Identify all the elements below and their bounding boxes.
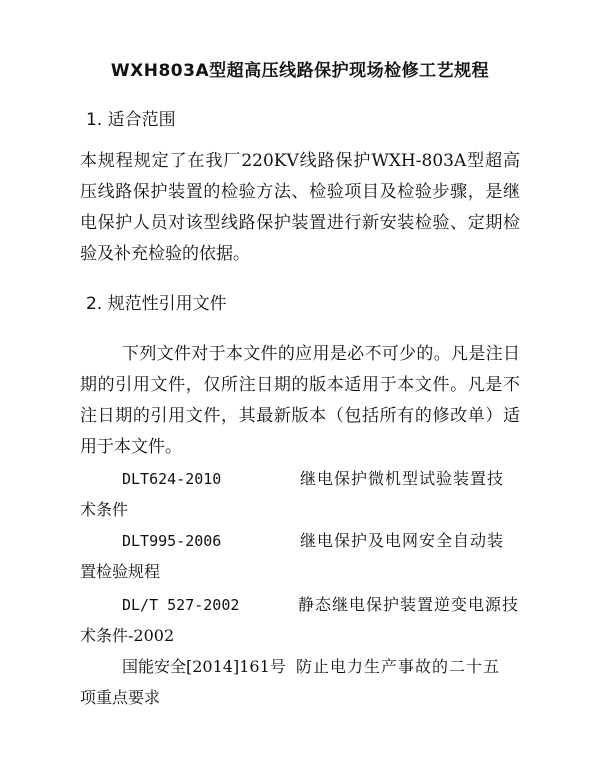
reference-name: 继电保护微机型试验装置技: [300, 469, 505, 488]
reference-name-continued: 置检验规程: [80, 562, 161, 581]
reference-name-continued: 术条件: [80, 500, 129, 519]
reference-name: 防止电力生产事故的二十五: [296, 657, 501, 676]
reference-code: DLT995-2006: [122, 532, 222, 550]
reference-name-continued: 术条件-2002: [80, 626, 175, 645]
reference-name-continued: 项重点要求: [80, 688, 161, 707]
reference-code: DL/T 527-2002: [122, 596, 240, 614]
reference-code: 国能安全[2014]161号: [122, 657, 286, 676]
section-paragraph-scope: 本规程规定了在我厂220KV线路保护WXH-803A型超高压线路保护装置的检验方法、检验项目及检验步骤，是继电保护人员对该型线路保护装置进行新安装检验、定期检验及补充检验的依据。: [80, 151, 520, 264]
reference-code: DLT624-2010: [122, 470, 222, 488]
reference-name: 继电保护及电网安全自动装: [300, 531, 505, 550]
reference-name: 静态继电保护装置逆变电源技: [298, 595, 520, 614]
section-heading-scope: 1. 适合范围: [86, 110, 176, 130]
section-paragraph-references: 下列文件对于本文件的应用是必不可少的。凡是注日期的引用文件，仅所注日期的版本适用于本文件。凡是不注日期的引用文件，其最新版本（包括所有的修改单）适用于本文件。: [80, 344, 520, 457]
document-title: WXH803A型超高压线路保护现场检修工艺规程: [110, 61, 490, 81]
section-heading-references: 2. 规范性引用文件: [86, 294, 227, 314]
